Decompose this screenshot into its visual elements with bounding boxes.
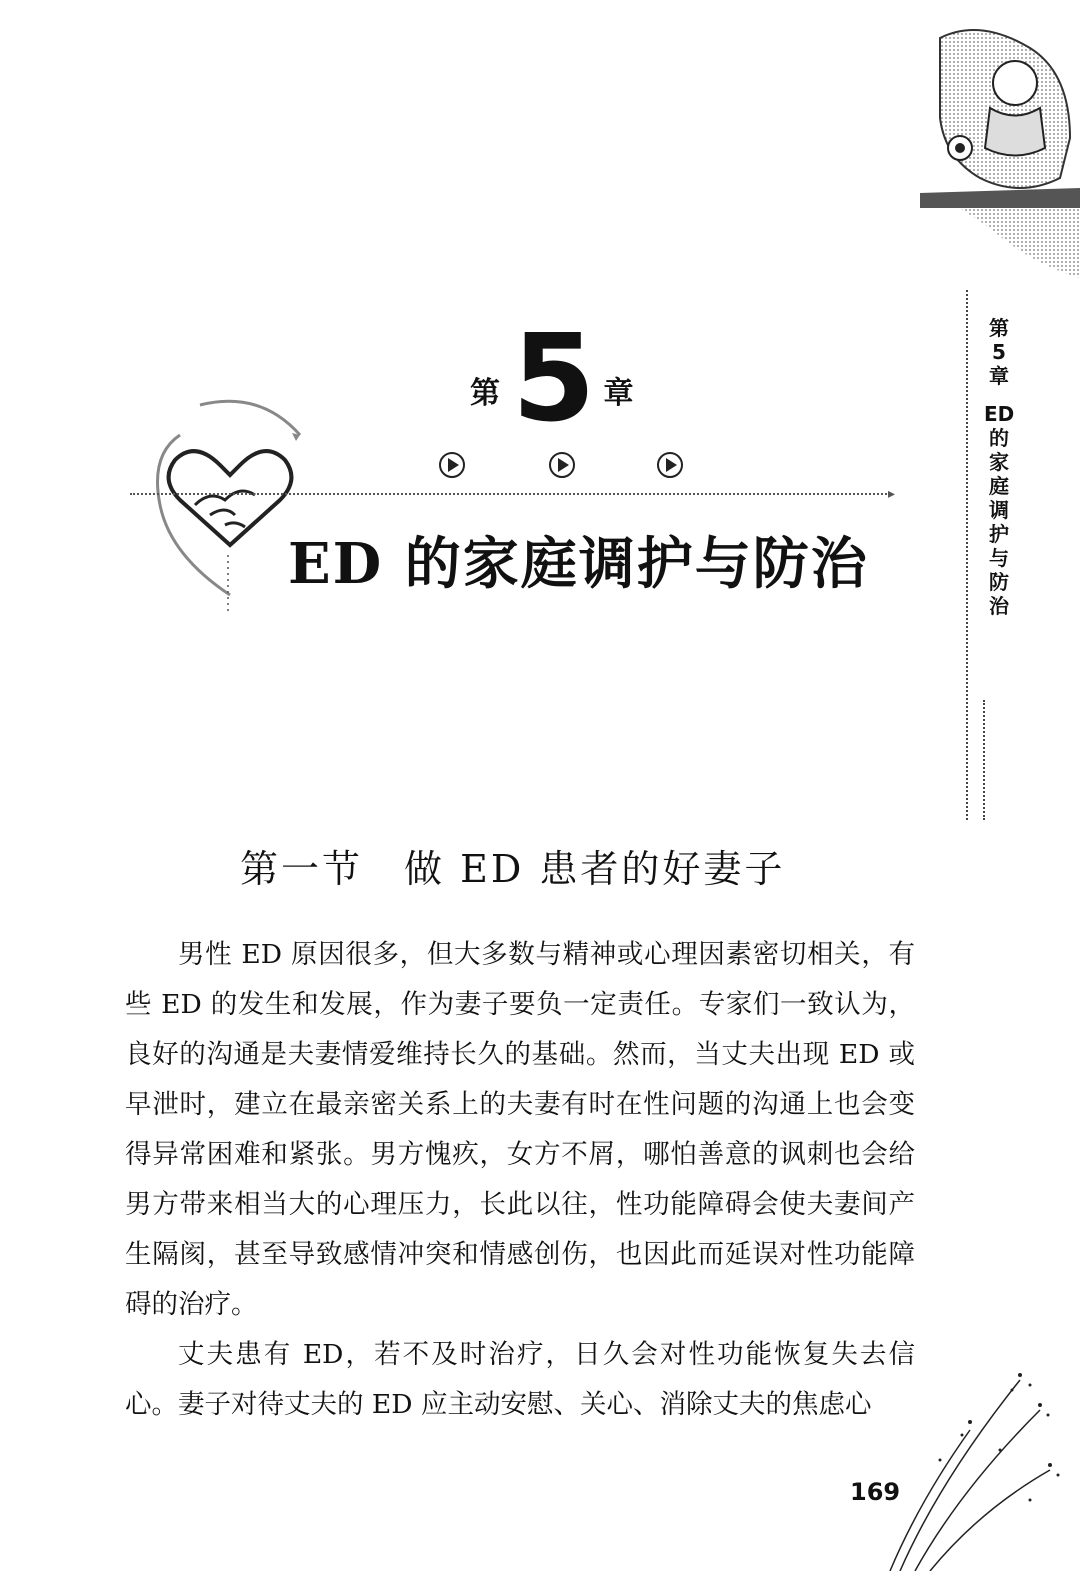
body-text — [125, 930, 915, 1430]
side-tab-char: 第 — [989, 316, 1009, 340]
play-circle-icon — [550, 453, 574, 477]
side-tab-char: 治 — [989, 594, 1009, 618]
side-tab-char: 护 — [989, 522, 1009, 546]
side-tab-char: 庭 — [989, 474, 1009, 498]
side-chapter-tab — [984, 316, 1014, 618]
side-tab-char: 的 — [989, 426, 1009, 450]
chapter-prefix: 第 — [470, 376, 500, 411]
dotted-divider — [130, 493, 890, 495]
chapter-number: 5 — [512, 310, 592, 449]
chapter-suffix: 章 — [603, 376, 634, 411]
chapter-heading — [470, 310, 634, 449]
play-circle-icon — [658, 453, 682, 477]
side-dotted-rule-inner — [983, 700, 985, 820]
strongman-illustration — [920, 28, 1080, 278]
section-title: 第一节 做 ED 患者的好妻子 — [240, 847, 786, 891]
side-tab-char: 5 — [992, 340, 1006, 364]
side-tab-char: 与 — [989, 546, 1009, 570]
side-tab-char: 章 — [989, 364, 1009, 388]
side-tab-char: 调 — [989, 498, 1009, 522]
page-number: 169 — [850, 1478, 901, 1506]
divider-arrow-icon: ▸ — [888, 486, 896, 502]
paragraph: 男性 ED 原因很多，但大多数与精神或心理因素密切相关，有些 ED 的发生和发展，作为妻子要负一定责任。专家们一致认为，良好的沟通是夫妻情爱维持长久的基础。然而，当丈夫出现 ED 或早泄时，建立在最亲密关系上的夫妻有时在性问题的沟通上也会变得异常困难和紧张。男方愧疚，女方不屑，哪怕善意的讽刺也会给男方带来相当大的心理压力，长此以往，性功能障碍会使夫妻间产生隔阂，甚至导致感情冲突和情感创伤，也因此而延误对性功能障碍的治疗。 — [125, 939, 915, 1320]
paragraph: 丈夫患有 ED，若不及时治疗，日久会对性功能恢复失去信心。妻子对待丈夫的 ED 应主动安慰、关心、消除丈夫的焦虑心 — [125, 1339, 915, 1420]
spray-decoration — [880, 1360, 1070, 1571]
side-tab-char: ED — [984, 402, 1015, 426]
side-dotted-rule — [966, 290, 968, 820]
play-circle-icon — [440, 453, 464, 477]
side-tab-char: 家 — [989, 450, 1009, 474]
side-tab-char: 防 — [989, 570, 1009, 594]
decorative-arrow-icons — [438, 450, 688, 480]
chapter-title: ED 的家庭调护与防治 — [288, 531, 869, 597]
